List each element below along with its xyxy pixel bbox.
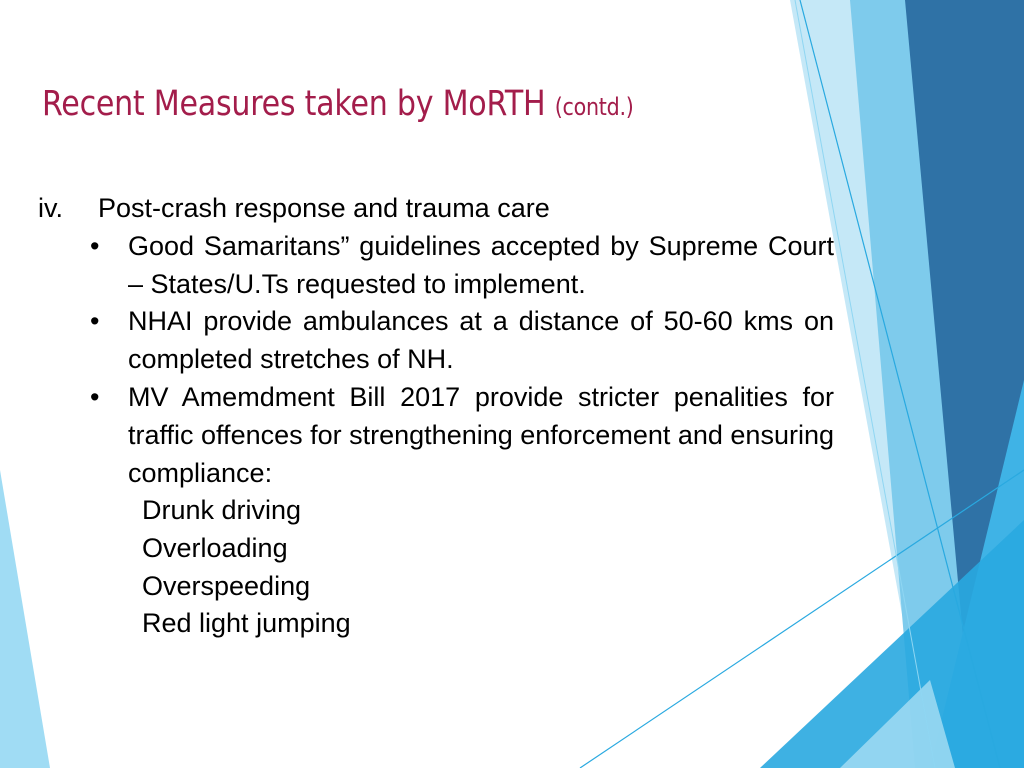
- bullet-list: [38, 228, 834, 493]
- section-numeral: iv.: [38, 193, 63, 223]
- bullet-item: • Good Samaritans” guidelines accepted by Supreme Court – States/U.Ts requested to implement.: [90, 228, 834, 304]
- slide-title: [42, 84, 634, 124]
- title-suffix: (contd.): [554, 93, 634, 121]
- bullet-item: • NHAI provide ambulances at a distance of 50-60 kms on completed stretches of NH.: [90, 303, 834, 379]
- section-heading-row: [38, 190, 834, 228]
- offence-item: Overloading: [142, 532, 288, 563]
- offence-item: Drunk driving: [142, 495, 302, 526]
- section-heading: Post-crash response and trauma care: [98, 193, 550, 223]
- title-main: Recent Measures taken by MoRTH: [42, 84, 546, 124]
- offence-item: Red light jumping: [142, 608, 351, 639]
- offence-list: [38, 492, 834, 642]
- bullet-item: • MV Amemdment Bill 2017 provide stricter penalities for traffic offences for strengthening enforcement and ensuring compliance:: [90, 379, 834, 492]
- offence-item: Overspeeding: [142, 570, 311, 601]
- slide-content: [38, 190, 834, 643]
